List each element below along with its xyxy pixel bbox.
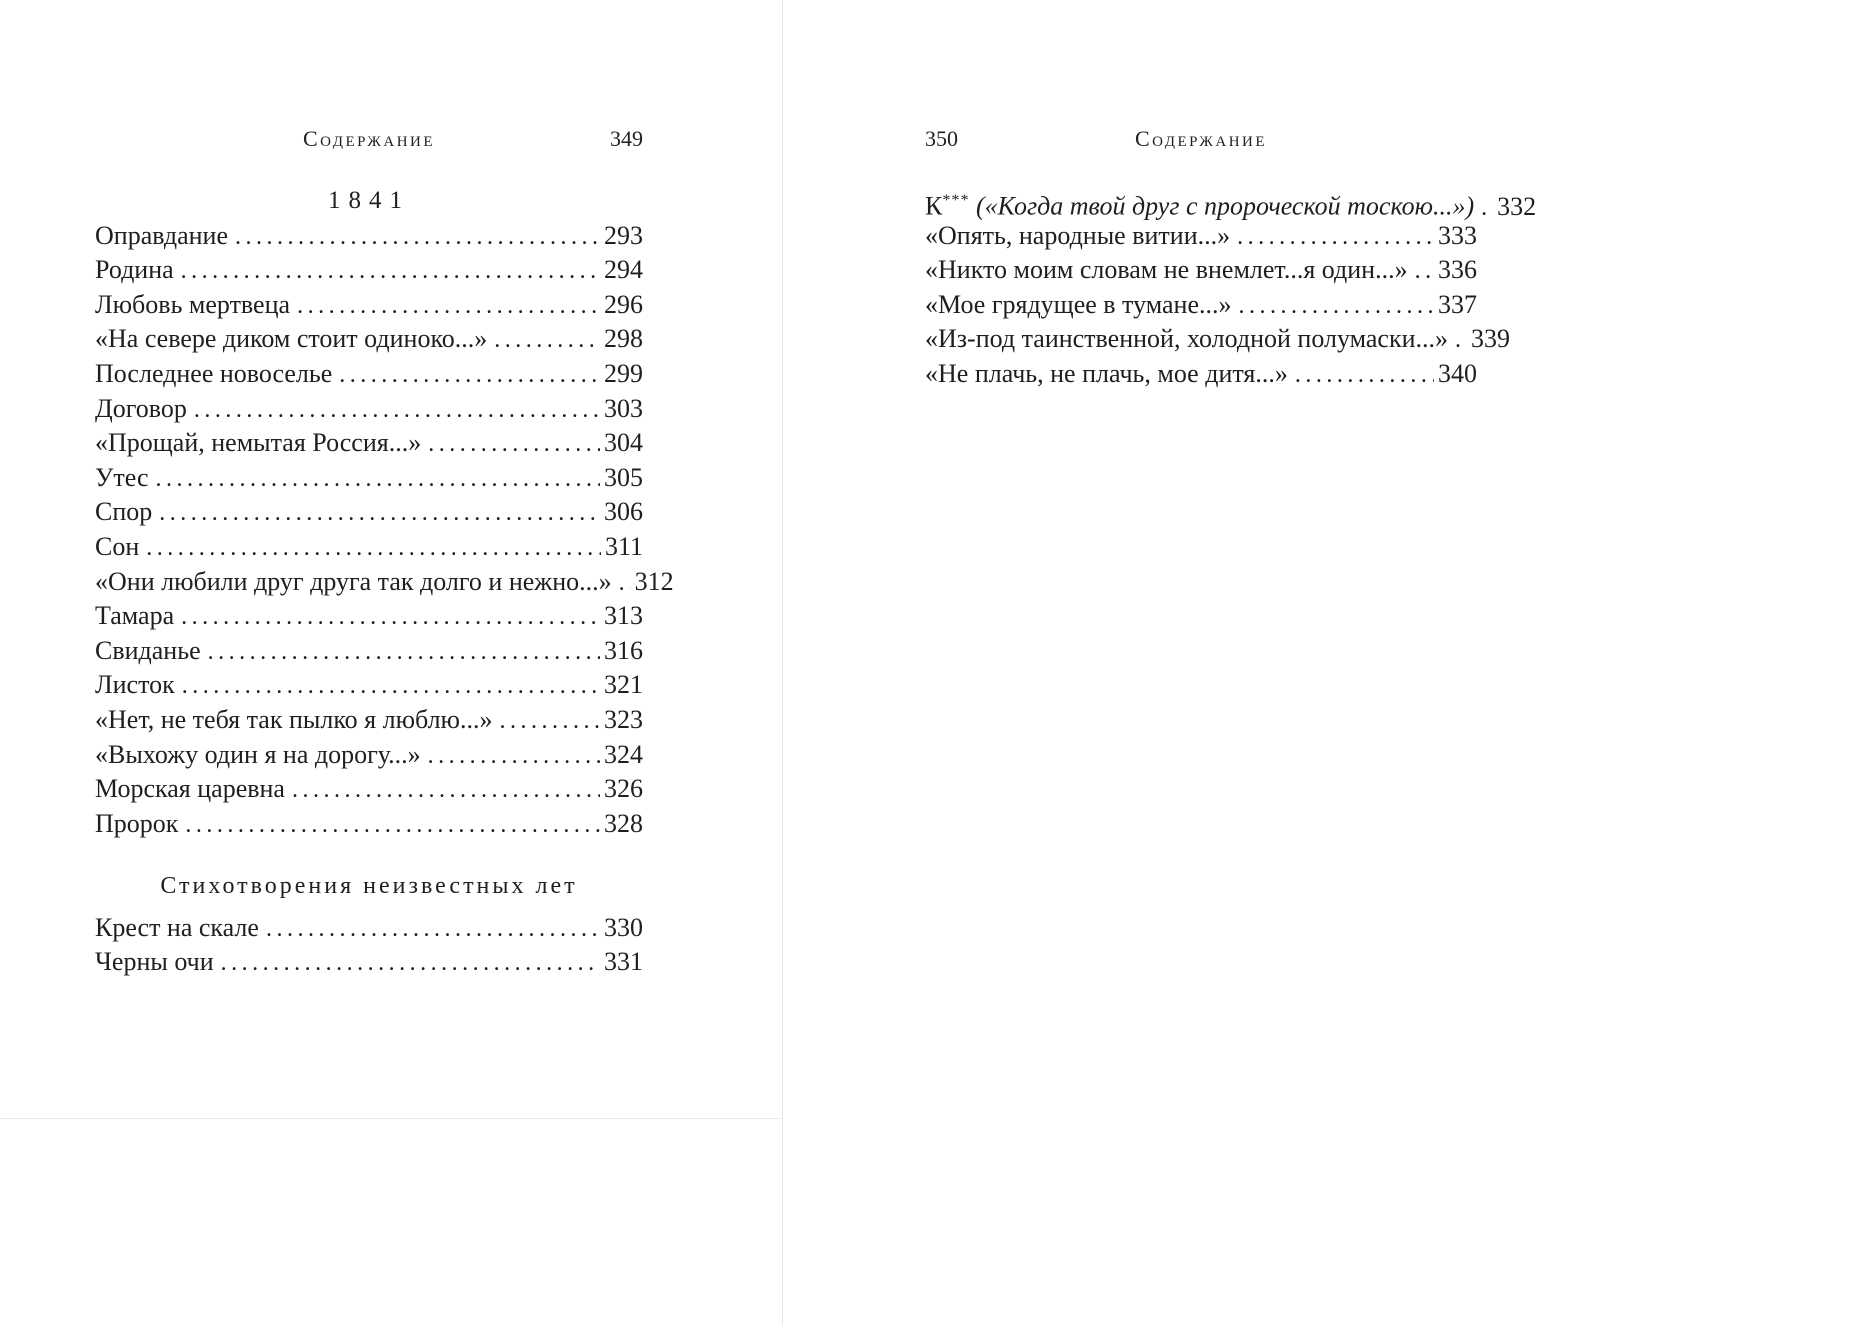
page-header-left bbox=[95, 126, 643, 156]
toc-entry bbox=[95, 703, 643, 738]
entry-title: Морская царевна bbox=[95, 774, 285, 804]
toc-entry bbox=[95, 253, 643, 288]
dot-leader bbox=[182, 668, 600, 704]
entry-title-italic: («Когда твой друг с пророческой тоскою...») bbox=[969, 191, 1475, 221]
dot-leader bbox=[1455, 322, 1467, 358]
toc-entry bbox=[95, 495, 643, 530]
entry-page-number: 323 bbox=[604, 704, 643, 734]
entry-title: Тамара bbox=[95, 601, 175, 631]
entry-page-number: 316 bbox=[604, 635, 643, 665]
entry-title: «Выхожу один я на дорогу...» bbox=[95, 739, 421, 769]
page-number-right: 350 bbox=[925, 126, 958, 151]
toc-entry bbox=[925, 253, 1477, 288]
toc-right bbox=[925, 184, 1537, 392]
entry-page-number: 298 bbox=[604, 324, 643, 354]
entry-page-number: 296 bbox=[604, 289, 643, 319]
dot-leader bbox=[159, 495, 600, 531]
entry-page-number: 336 bbox=[1438, 255, 1477, 285]
dot-leader bbox=[428, 426, 600, 462]
toc-entry bbox=[95, 392, 643, 427]
entry-page-number: 303 bbox=[604, 393, 643, 423]
dot-leader bbox=[194, 392, 600, 428]
entry-page-number: 321 bbox=[604, 670, 643, 700]
entry-title: Оправдание bbox=[95, 220, 228, 250]
dot-leader bbox=[266, 911, 600, 947]
toc-entry bbox=[95, 807, 643, 842]
entry-page-number: 330 bbox=[604, 912, 643, 942]
running-title-left: Содержание bbox=[302, 126, 436, 151]
entry-title: Сон bbox=[95, 531, 140, 561]
entry-page-number: 337 bbox=[1438, 289, 1477, 319]
entry-page-number: 304 bbox=[604, 428, 643, 458]
entry-title: Спор bbox=[95, 497, 153, 527]
entry-title: Пророк bbox=[95, 808, 179, 838]
entry-page-number: 328 bbox=[604, 808, 643, 838]
entry-page-number: 293 bbox=[604, 220, 643, 250]
entry-title: «Прощай, немытая Россия...» bbox=[95, 428, 422, 458]
page-header-right bbox=[925, 126, 1477, 156]
page-right bbox=[925, 126, 1537, 392]
entry-page-number: 306 bbox=[604, 497, 643, 527]
dot-leader bbox=[1295, 357, 1434, 393]
dot-leader bbox=[428, 738, 600, 774]
entry-title: Последнее новоселье bbox=[95, 358, 333, 388]
toc-entry bbox=[95, 322, 643, 357]
entry-title: Листок bbox=[95, 670, 175, 700]
entry-title: Крест на скале bbox=[95, 912, 259, 942]
toc-entry bbox=[95, 599, 643, 634]
entry-title: Любовь мертвеца bbox=[95, 289, 291, 319]
entry-title: «На севере диком стоит одиноко...» bbox=[95, 324, 488, 354]
dot-leader bbox=[221, 945, 600, 981]
toc-entry bbox=[95, 634, 643, 669]
dot-leader bbox=[292, 772, 600, 808]
entry-page-number: 333 bbox=[1438, 220, 1477, 250]
toc-entry bbox=[925, 357, 1477, 392]
section-heading: Стихотворения неизвестных лет bbox=[160, 873, 578, 900]
dot-leader bbox=[494, 322, 600, 358]
dot-leader bbox=[1415, 253, 1434, 289]
toc-entry bbox=[95, 426, 643, 461]
entry-title: «Нет, не тебя так пылко я люблю...» bbox=[95, 704, 493, 734]
toc-entry bbox=[95, 357, 643, 392]
entry-title: Договор bbox=[95, 393, 187, 423]
toc-entry bbox=[95, 565, 674, 600]
toc-entry bbox=[925, 288, 1477, 323]
dot-leader bbox=[1237, 219, 1434, 255]
toc-entry bbox=[95, 219, 643, 254]
running-title-right: Содержание bbox=[1134, 126, 1268, 151]
page-left bbox=[95, 126, 674, 980]
entry-title: Утес bbox=[95, 462, 149, 492]
entry-page-number: 331 bbox=[604, 947, 643, 977]
entry-page-number: 326 bbox=[604, 774, 643, 804]
entry-title: «Они любили друг друга так долго и нежно...» bbox=[95, 566, 612, 596]
page-bottom-edge bbox=[0, 1118, 783, 1119]
entry-title: Черны очи bbox=[95, 947, 214, 977]
entry-page-number: 311 bbox=[604, 531, 643, 561]
dot-leader bbox=[181, 253, 600, 289]
dot-leader bbox=[185, 807, 600, 843]
dot-leader bbox=[156, 461, 601, 497]
entry-page-number: 312 bbox=[634, 566, 674, 596]
entry-title: «Не плачь, не плачь, мое дитя...» bbox=[925, 358, 1288, 388]
toc-entry bbox=[95, 772, 643, 807]
toc-entry bbox=[925, 184, 1537, 221]
entry-page-number: 339 bbox=[1471, 324, 1511, 354]
dot-leader bbox=[1481, 190, 1493, 226]
entry-page-number: 305 bbox=[604, 462, 643, 492]
toc-entry bbox=[95, 461, 643, 496]
toc-left bbox=[95, 184, 674, 980]
entry-page-number: 332 bbox=[1497, 191, 1537, 221]
dot-leader bbox=[146, 530, 601, 566]
dot-leader bbox=[235, 219, 600, 255]
entry-page-number: 294 bbox=[604, 255, 643, 285]
entry-title: «Из-под таинственной, холодной полумаски...» bbox=[925, 324, 1449, 354]
toc-entry bbox=[95, 738, 643, 773]
dot-leader bbox=[208, 634, 600, 670]
entry-title: «Мое грядущее в тумане...» bbox=[925, 289, 1232, 319]
dot-leader bbox=[1239, 288, 1434, 324]
page-spine-divider bbox=[782, 0, 783, 1325]
toc-entry bbox=[925, 219, 1477, 254]
dot-leader bbox=[499, 703, 600, 739]
entry-page-number: 299 bbox=[604, 358, 643, 388]
toc-entry bbox=[925, 322, 1511, 357]
dot-leader bbox=[339, 357, 600, 393]
dot-leader bbox=[619, 565, 631, 601]
toc-entry bbox=[95, 911, 643, 946]
entry-page-number: 313 bbox=[604, 601, 643, 631]
toc-entry bbox=[95, 530, 643, 565]
toc-entry bbox=[95, 945, 643, 980]
section-heading: 1841 bbox=[328, 187, 410, 214]
entry-title: Свиданье bbox=[95, 635, 201, 665]
entry-title: Родина bbox=[95, 255, 174, 285]
entry-page-number: 324 bbox=[604, 739, 643, 769]
entry-title: «Опять, народные витии...» bbox=[925, 220, 1231, 250]
entry-page-number: 340 bbox=[1438, 358, 1477, 388]
toc-entry bbox=[95, 288, 643, 323]
dot-leader bbox=[181, 599, 600, 635]
toc-entry bbox=[95, 668, 643, 703]
entry-title: К*** («Когда твой друг с пророческой тоскою...») bbox=[925, 191, 1475, 221]
entry-title: «Никто моим словам не внемлет...я один...» bbox=[925, 255, 1408, 285]
dot-leader bbox=[297, 288, 600, 324]
page-number-left: 349 bbox=[610, 126, 643, 151]
entry-title-superscript: *** bbox=[942, 192, 970, 209]
